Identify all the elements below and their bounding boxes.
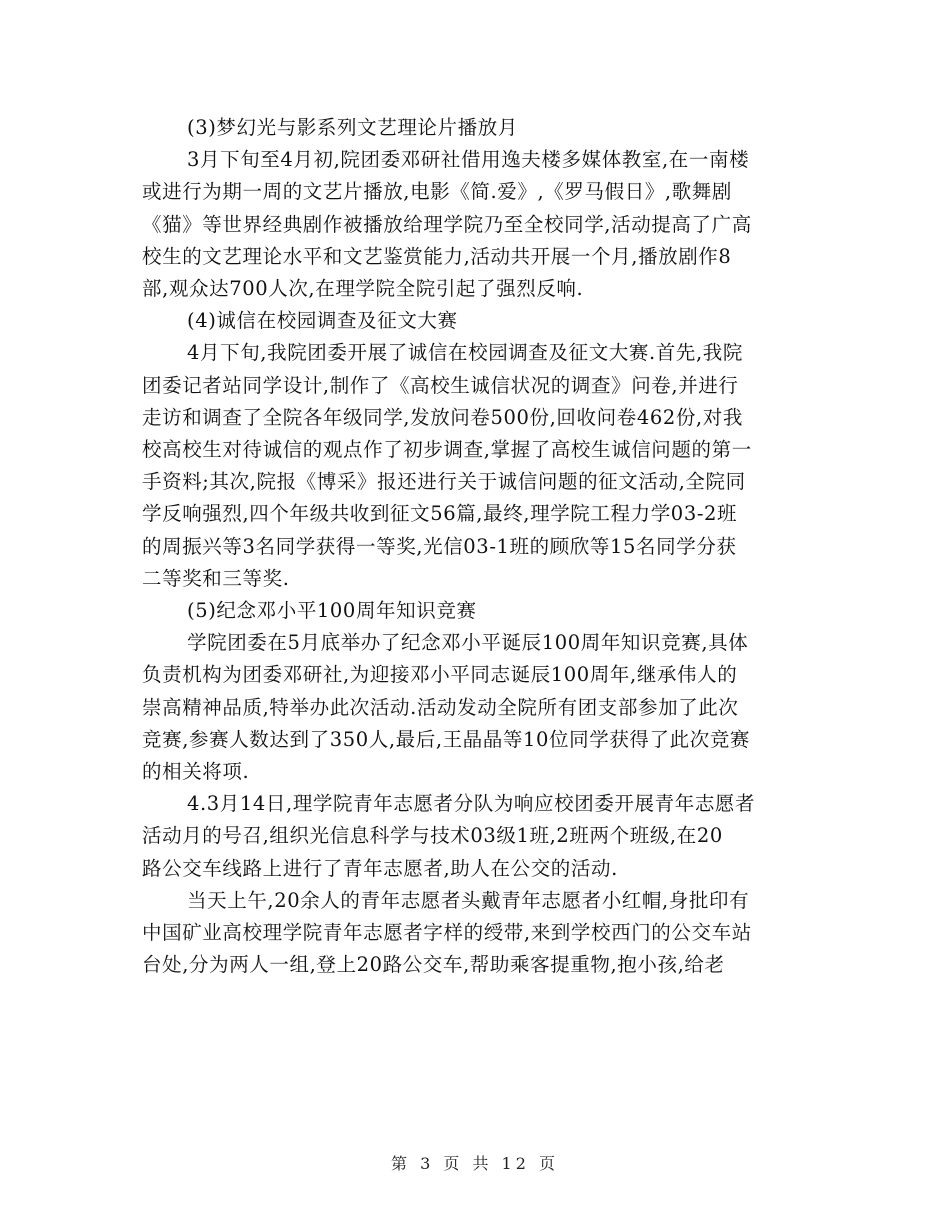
paragraph [142, 337, 812, 595]
text-line: 中国矿业高校理学院青年志愿者字样的绶带,来到学校西门的公交车站 [142, 921, 752, 945]
text-line: 校高校生对待诚信的观点作了初步调查,掌握了高校生诚信问题的第一 [142, 438, 752, 462]
paragraph [142, 788, 812, 885]
text-line: 的相关将项. [142, 760, 250, 784]
paragraph [142, 144, 812, 305]
text-line: (3)梦幻光与影系列文艺理论片播放月 [187, 116, 518, 139]
section-heading [142, 112, 812, 144]
text-line: 手资料;其次,院报《博采》报还进行关于诚信问题的征文活动,全院同 [142, 470, 746, 494]
text-line: 竞赛,参赛人数达到了350人,最后,王晶晶等10位同学获得了此次竞赛 [142, 727, 751, 751]
text-line: 3月下旬至4月初,院团委邓研社借用逸夫楼多媒体教室,在一南楼 [187, 148, 750, 172]
text-line: 走访和调查了全院各年级同学,发放问卷500份,回收问卷462份,对我 [142, 405, 743, 429]
text-line: 或进行为期一周的文艺片播放,电影《简.爱》,《罗马假日》,歌舞剧 [142, 180, 732, 204]
text-line: 路公交车线路上进行了青年志愿者,助人在公交的活动. [142, 856, 618, 880]
text-line: 当天上午,20余人的青年志愿者头戴青年志愿者小红帽,身批印有 [187, 888, 750, 912]
paragraph [142, 627, 812, 788]
text-line: 部,观众达700人次,在理学院全院引起了强烈反响. [142, 277, 584, 301]
section-heading [142, 595, 812, 627]
text-line: 的周振兴等3名同学获得一等奖,光信03-1班的顾欣等15名同学分获 [142, 534, 737, 558]
text-line: 台处,分为两人一组,登上20路公交车,帮助乘客提重物,抱小孩,给老 [142, 953, 725, 977]
text-line: 校生的文艺理论水平和文艺鉴赏能力,活动共开展一个月,播放剧作8 [142, 244, 732, 268]
page-footer: 第 3 页 共 12 页 [391, 1154, 559, 1173]
document-body [142, 112, 812, 981]
paragraph [142, 885, 812, 982]
text-line: 二等奖和三等奖. [142, 566, 290, 590]
text-line: 负责机构为团委邓研社,为迎接邓小平同志诞辰100周年,继承伟人的 [142, 663, 738, 687]
text-line: (5)纪念邓小平100周年知识竞赛 [187, 599, 477, 623]
text-line: 学院团委在5月底举办了纪念邓小平诞辰100周年知识竞赛,具体 [187, 631, 749, 655]
text-line: 《猫》等世界经典剧作被播放给理学院乃至全校同学,活动提高了广高 [142, 212, 752, 236]
text-line: (4)诚信在校园调查及征文大赛 [187, 309, 458, 333]
text-line: 4月下旬,我院团委开展了诚信在校园调查及征文大赛.首先,我院 [187, 341, 744, 365]
text-line: 团委记者站同学设计,制作了《高校生诚信状况的调查》问卷,并进行 [142, 373, 739, 397]
section-heading [142, 305, 812, 337]
text-line: 学反响强烈,四个年级共收到征文56篇,最终,理学院工程力学03-2班 [142, 502, 738, 526]
text-line: 活动月的号召,组织光信息科学与技术03级1班,2班两个班级,在20 [142, 824, 723, 848]
text-line: 4.3月14日,理学院青年志愿者分队为响应校团委开展青年志愿者 [187, 792, 756, 816]
text-line: 崇高精神品质,特举办此次活动.活动发动全院所有团支部参加了此次 [142, 695, 739, 719]
